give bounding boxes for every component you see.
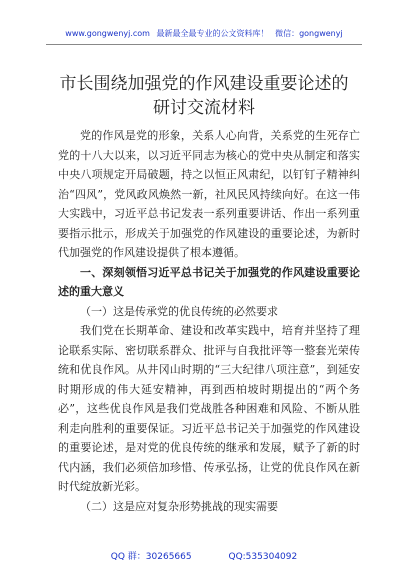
- qq-group-text: QQ 群：30265665: [110, 552, 192, 562]
- page-footer: [0, 549, 408, 562]
- subsection-heading-1: （一）这是传承党的优良传统的必然要求: [80, 304, 278, 318]
- section-heading-1: 一、深刻领悟习近平总书记关于加强党的作风建设重要论述的重大意义: [58, 265, 360, 298]
- page-header: [0, 28, 408, 39]
- document-body: [58, 126, 360, 516]
- subsection-heading-2: （二）这是应对复杂形势挑战的现实需要: [80, 499, 278, 513]
- qq-number-text: QQ:535304092: [228, 552, 298, 562]
- header-divider: [46, 44, 362, 45]
- body-paragraph: 我们党在长期革命、建设和改革实践中，培育并坚持了理论联系实际、密切联系群众、批评与自我批评等一整套光荣传统和优良作风。从井冈山时期的“三大纪律八项注意”，到延安时期形成的伟大延安精神，再到西柏坡时期提出的“两个务必”，这些优良作风是我们党战胜各种困难和风险、不断从胜利走向胜利的重要保证。习近平总书记关于加强党的作风建设的重要论述，是对党的优良传统的继承和发展，赋予了新的时代内涵，我们必须倍加珍惜、传承弘扬，让党的优良作风在新时代绽放新光彩。: [58, 324, 360, 493]
- intro-paragraph: 党的作风是党的形象，关系人心向背，关系党的生死存亡党的十八大以来，以习近平同志为核心的党中央从制定和落实中央八项规定开局破题，持之以恒正风肃纪，以钉钉子精神纠治“四风”，党风政风焕然一新，社风民风持续向好。在这一伟大实践中，习近平总书记发表一系列重要讲话、作出一系列重要指示批示，形成关于加强党的作风建设的重要论述，为新时代加强党的作风建设提供了根本遵循。: [58, 129, 360, 259]
- slogan-text: 最新最全最专业的公文资料库！: [156, 29, 269, 38]
- wechat-text: 微信：gongwenyj: [275, 29, 343, 38]
- website-link[interactable]: www.gongwenyj.com: [65, 29, 150, 38]
- document-title: 市长围绕加强党的作风建设重要论述的研讨交流材料: [59, 74, 349, 118]
